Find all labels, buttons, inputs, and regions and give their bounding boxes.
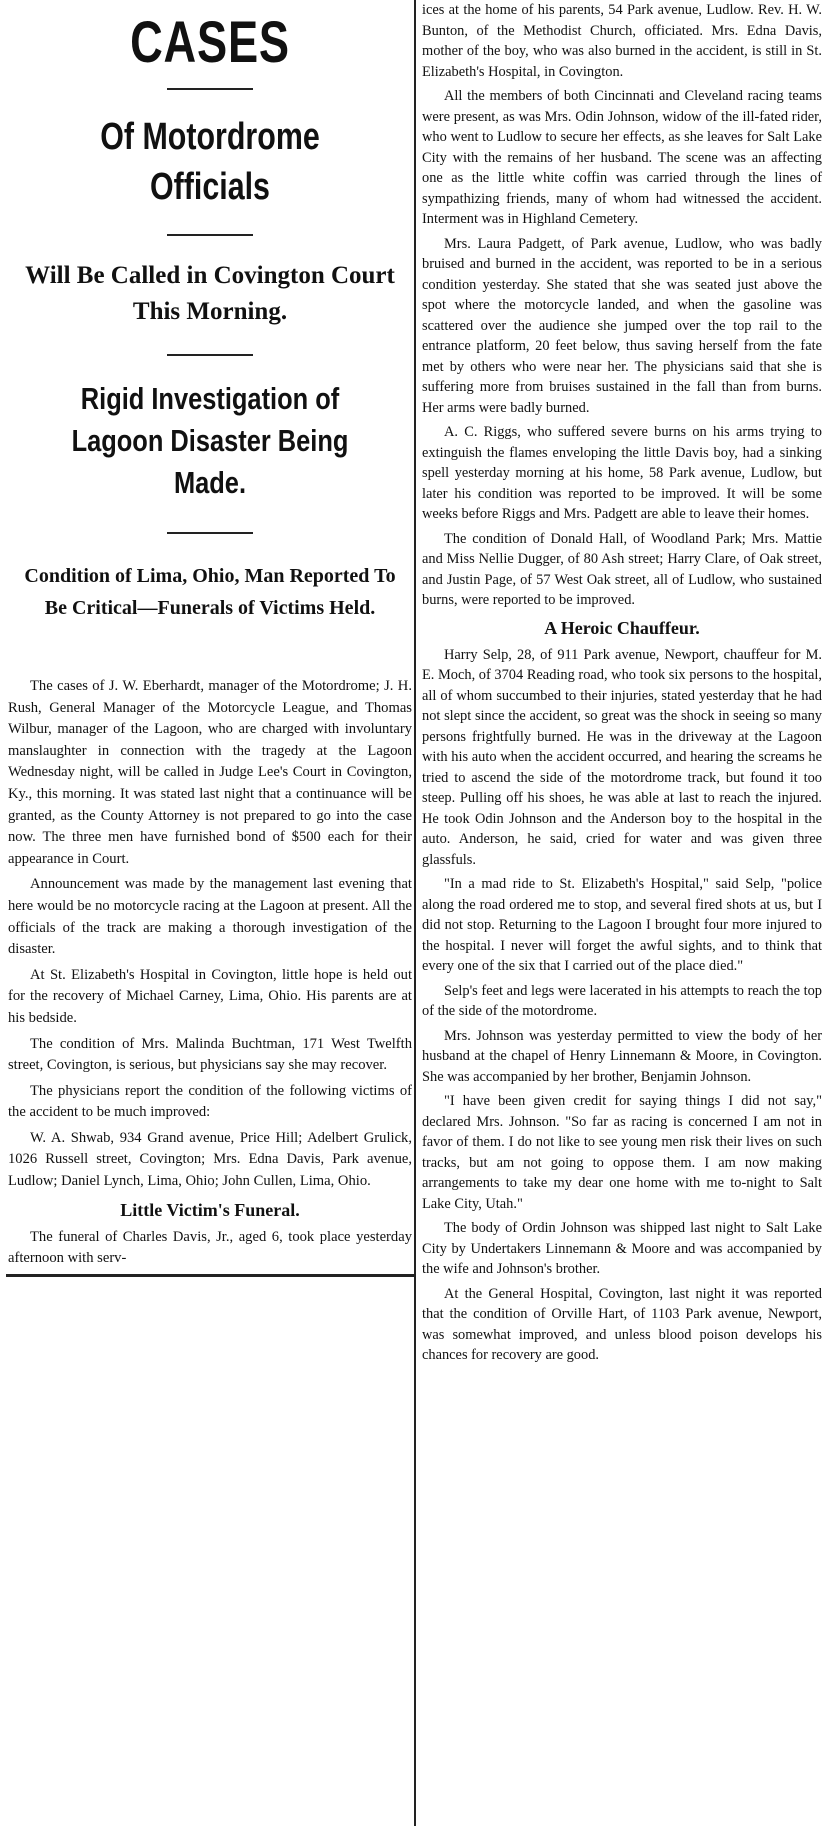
headline: CASES (130, 10, 290, 75)
paragraph: Mrs. Laura Padgett, of Park avenue, Ludlow, who was badly bruised and burned in the accident, was reported to be in a serious condition yesterday. She stated that she was seated just above the spot where the motorcycle landed, and when the gasoline was scattered over the audience she jumped over the top rail to the entrance platform, 20 feet below, thus saving herself from the fate met by others who were near her. The physicians said that she is suffering more from bruises sustained in the fall than from burns. Her arms were badly burned. (422, 235, 822, 416)
deck-covington-court: Will Be Called in Covington Court This Morning. (25, 262, 395, 325)
paragraph: The funeral of Charles Davis, Jr., aged 6, took place yesterday afternoon with serv- (8, 1228, 412, 1267)
paragraph: Mrs. Johnson was yesterday permitted to view the body of her husband at the chapel of Henry Linnemann & Moore, in Covington. She was accompanied by her brother, Benjamin Johnson. (422, 1027, 822, 1085)
paragraph: The body of Ordin Johnson was shipped last night to Salt Lake City by Undertakers Linnemann & Moore and was accompanied by the wife and Johnson's brother. (422, 1220, 822, 1277)
paragraph: At St. Elizabeth's Hospital in Covington, little hope is held out for the recovery of Michael Carney, Lima, Ohio. His parents are at his bedside. (8, 966, 412, 1026)
paragraph: All the members of both Cincinnati and Cleveland racing teams were present, as was Mrs. Odin Johnson, widow of the ill-fated rider, who went to Ludlow to secure her effects, as she leaves for Salt Lake City with the remains of her husband. The scene was an affecting one as the little white coffin was carried through the lines of sympathizing friends, many of whom had witnessed the accident. Interment was in Highland Cemetery. (422, 88, 822, 227)
paragraph: Announcement was made by the management last evening that here would be no motorcycle racing at the Lagoon at present. All the officials of the track are making a thorough investigation of the disaster. (8, 876, 412, 958)
paragraph: "In a mad ride to St. Elizabeth's Hospital," said Selp, "police along the road ordered me to stop, and several fired shots at us, but I did not stop. Returning to the Lagoon I brought four more injured to the hospital. I never will forget the awful sights, and to think that every one of the six that I carried out of the place died." (422, 876, 822, 974)
paragraph: A. C. Riggs, who suffered severe burns on his arms trying to extinguish the flames enveloping the little Davis boy, had a sinking spell yesterday morning at his home, 58 Park avenue, Ludlow, but later his condition was reported to be improved. It will be some weeks before Riggs and Mrs. Padgett are able to leave their homes. (422, 424, 822, 522)
subhead-heroic-chauffeur: A Heroic Chauffeur. (544, 617, 700, 638)
left-column (6, 0, 414, 1410)
paragraph: Harry Selp, 28, of 911 Park avenue, Newport, chauffeur for M. E. Moch, of 3704 Reading road, who took six persons to the hospital, all of whom succumbed to their injuries, stated yesterday that he had not slept since the accident, so great was the shock in seeing so many persons frightfully burned. He was in the driveway at the Lagoon with his auto when the accident occurred, and hearing the screams he tried to ascend the side of the motordrome track, but found it too steep. Pulling off his shoes, he was able at last to reach the injured. He took Odin Johnson and the Anderson boy to the hospital in the auto. Anderson, he said, cried for water and was given three glassfuls. (422, 646, 822, 868)
paragraph: At the General Hospital, Covington, last night it was reported that the condition of Orville Hart, of 1103 Park avenue, Newport, was somewhat improved, and unless blood poison develops his chances for recovery are good. (422, 1285, 822, 1363)
subhead-funeral: Little Victim's Funeral. (120, 1199, 300, 1220)
paragraph: The cases of J. W. Eberhardt, manager of the Motordrome; J. H. Rush, General Manager of the Motorcycle League, and Thomas Wilbur, manager of the Lagoon, who are charged with involuntary manslaughter in connection with the tragedy at the Lagoon Wednesday night, will be called in Judge Lee's Court in Covington, Ky., this morning. It was stated last night that a continuance will be granted, as the County Attorney is not prepared to go into the case now. The three men have furnished bond of $500 each for their appearance in Court. (8, 678, 412, 867)
right-column (420, 0, 824, 1826)
paragraph: Selp's feet and legs were lacerated in his attempts to reach the top of the side of the motordrome. (422, 982, 822, 1019)
deck-condition-lima: Condition of Lima, Ohio, Man Reported To Be Critical—Funerals of Victims Held. (24, 565, 396, 619)
column-end-rule (6, 1274, 414, 1277)
headline-divider (167, 88, 253, 90)
paragraph: W. A. Shwab, 934 Grand avenue, Price Hill; Adelbert Grulick, 1026 Russell street, Covington; Mrs. Edna Davis, Park avenue, Ludlow; Daniel Lynch, Lima, Ohio; John Cullen, Lima, Ohio. (8, 1129, 412, 1190)
paragraph: "I have been given credit for saying things I did not say," declared Mrs. Johnson. "So far as racing is concerned I am not in favor of them. I do not like to see young men risk their lives on such tracks, but am not going to oppose them. I am now making arrangements to take my dear one home with me to-night to Salt Lake City, Utah." (422, 1093, 822, 1212)
deck-divider-3 (167, 532, 253, 534)
deck-divider-2 (167, 354, 253, 356)
deck-officials: Of Motordrome Officials (100, 116, 320, 208)
deck-divider-1 (167, 234, 253, 236)
paragraph: The condition of Mrs. Malinda Buchtman, 171 West Twelfth street, Covington, is serious, but physicians say she may recover. (8, 1035, 412, 1074)
deck-investigation: Rigid Investigation of Lagoon Disaster Being Made. (71, 381, 349, 500)
paragraph: The condition of Donald Hall, of Woodland Park; Mrs. Mattie and Miss Nellie Dugger, of 80 Ash street; Harry Clare, of Oak street, and Justin Page, of 57 West Oak street, all of Ludlow, who sustained burns, were reported to be improved. (422, 530, 822, 608)
paragraph: The physicians report the condition of the following victims of the accident to be much improved: (8, 1082, 412, 1121)
column-divider (414, 0, 416, 1826)
paragraph: ices at the home of his parents, 54 Park avenue, Ludlow. Rev. H. W. Bunton, of the Methodist Church, officiated. Mrs. Edna Davis, mother of the boy, who was also burned in the accident, is still in St. Elizabeth's Hospital, in Covington. (422, 2, 822, 80)
